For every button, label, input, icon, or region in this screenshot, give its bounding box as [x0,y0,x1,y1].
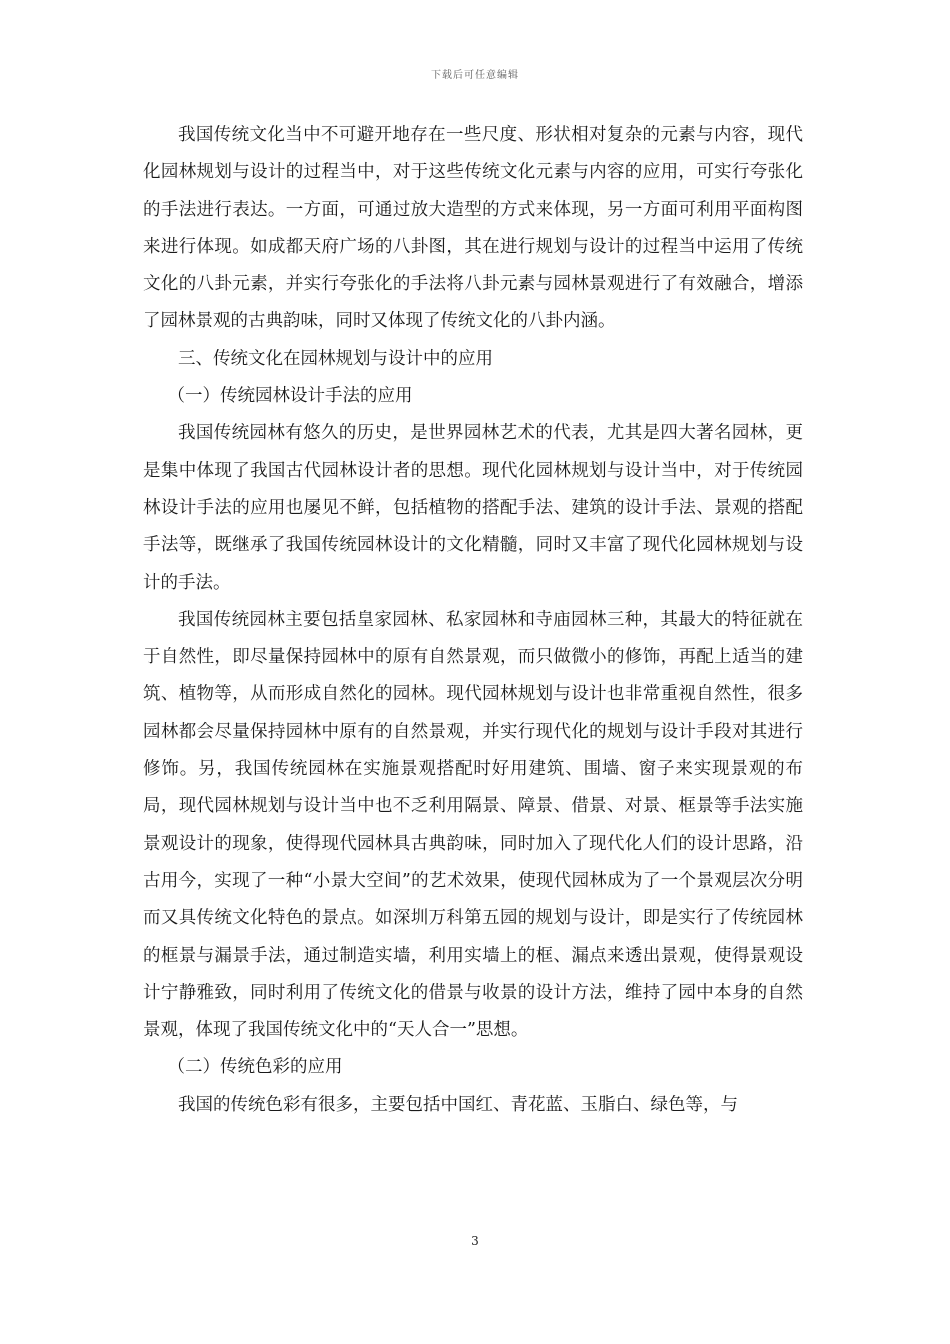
page-number: 3 [471,1234,479,1248]
document-body [143,117,803,1124]
paragraph-exaggeration: 我国传统文化当中不可避开地存在一些尺度、形状相对复杂的元素与内容，现代化园林规划与设计的过程当中，对于这些传统文化元素与内容的应用，可实行夸张化的手法进行表达。一方面，可通过放大造型的方式来体现，另一方面可利用平面构图来进行体现。如成都天府广场的八卦图，其在进行规划与设计的过程当中运用了传统文化的八卦元素，并实行夸张化的手法将八卦元素与园林景观进行了有效融合，增添了园林景观的古典韵味，同时又体现了传统文化的八卦内涵。 [143,125,803,332]
page-header: 下载后可任意编辑 [431,70,519,81]
paragraph-traditional-colors: 我国的传统色彩有很多，主要包括中国红、青花蓝、玉脂白、绿色等，与 [178,1094,738,1115]
subsection-heading-design-techniques: （一）传统园林设计手法的应用 [167,386,413,407]
paragraph-traditional-gardens: 我国传统园林有悠久的历史，是世界园林艺术的代表，尤其是四大著名园林，更是集中体现了我国古代园林设计者的思想。现代化园林规划与设计当中，对于传统园林设计手法的应用也屡见不鲜，包括植物的搭配手法、建筑的设计手法、景观的搭配手法等，既继承了我国传统园林设计的文化精髓，同时又丰富了现代化园林规划与设计的手法。 [143,423,803,593]
section-heading-3: 三、传统文化在园林规划与设计中的应用 [178,348,493,369]
paragraph-garden-types: 我国传统园林主要包括皇家园林、私家园林和寺庙园林三种，其最大的特征就在于自然性，即尽量保持园林中的原有自然景观，而只做微小的修饰，再配上适当的建筑、植物等，从而形成自然化的园林。现代园林规划与设计也非常重视自然性，很多园林都会尽量保持园林中原有的自然景观，并实行现代化的规划与设计手段对其进行修饰。另，我国传统园林在实施景观搭配时好用建筑、围墙、窗子来实现景观的布局，现代园林规划与设计当中也不乏利用隔景、障景、借景、对景、框景等手法实施景观设计的现象，使得现代园林具古典韵味，同时加入了现代化人们的设计思路，沿古用今，实现了一种“小景大空间”的艺术效果，使现代园林成为了一个景观层次分明而又具传统文化特色的景点。如深圳万科第五园的规划与设计，即是实行了传统园林的框景与漏景手法，通过制造实墙，利用实墙上的框、漏点来透出景观，使得景观设计宁静雅致，同时利用了传统文化的借景与收景的设计方法，维持了园中本身的自然景观，体现了我国传统文化中的“天人合一”思想。 [143,609,803,1041]
subsection-heading-colors: （二）传统色彩的应用 [167,1057,343,1078]
